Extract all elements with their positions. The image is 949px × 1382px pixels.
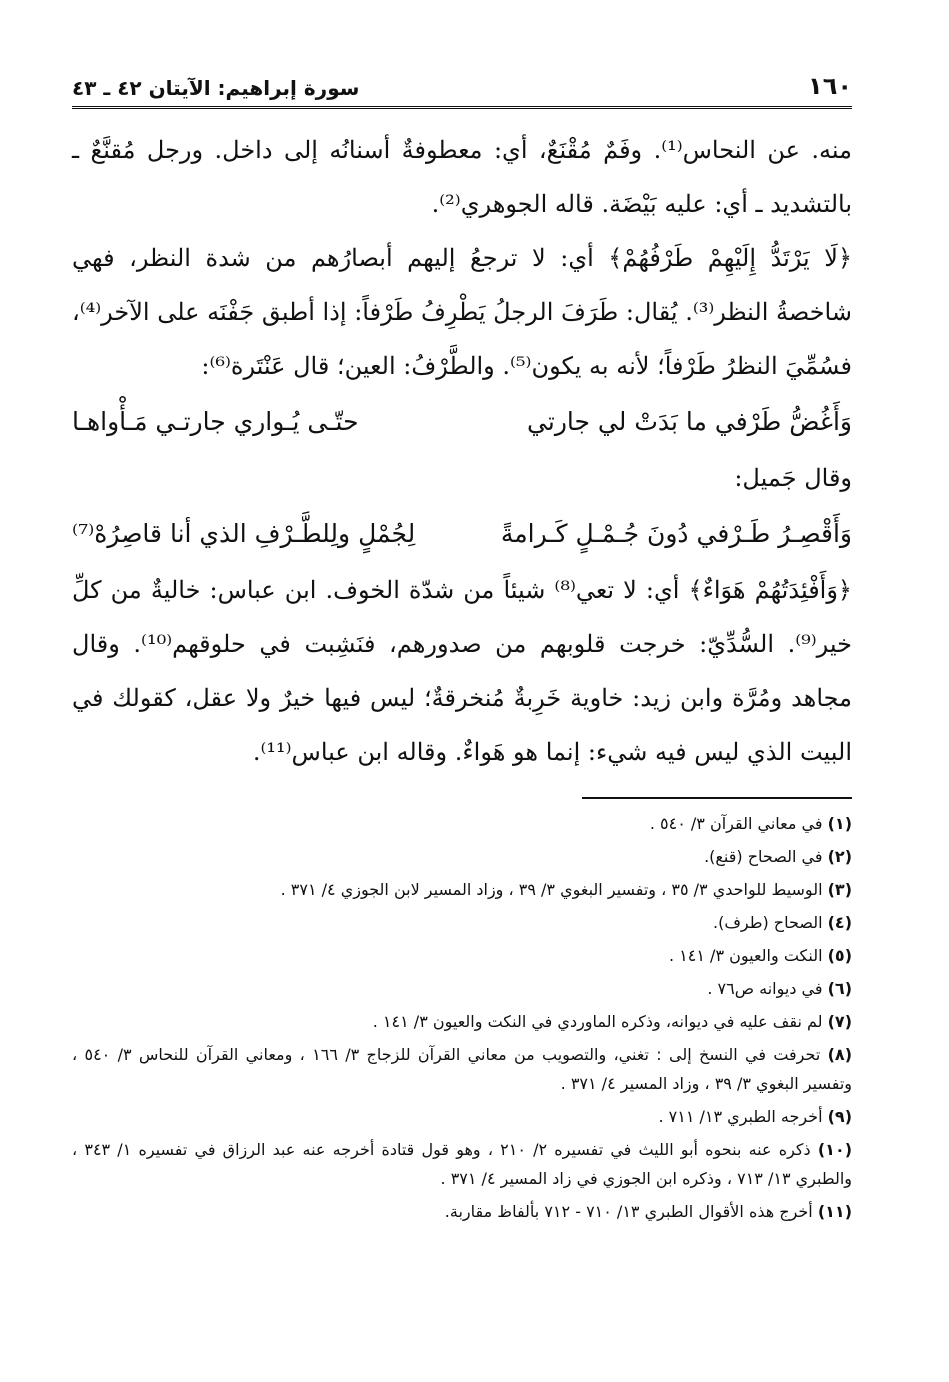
verse-first-hemistich: وَأَغُضُّ طَرْفي ما بَدَتْ لي جارتي bbox=[527, 407, 852, 436]
footnote-item: (١٠) ذكره عنه بنحوه أبو الليث في تفسيره ٢/ ٢١٠ ، وهو قول قتادة أخرجه عنه عبد الرزاق في تفسيره ١/ ٣٤٣ ، والطبري ١٣/ ٧١٣ ، وذكره ابن الجوزي في زاد المسير ٤/ ٣٧١ . bbox=[72, 1140, 853, 1188]
book-page bbox=[72, 60, 852, 1230]
footnote-item: (١١) أخرج هذه الأقوال الطبري ١٣/ ٧١٠ - ٧١٢ بألفاظ مقاربة. bbox=[444, 1202, 852, 1221]
paragraph-1: منه. عن النحاس⁽¹⁾. وفَمٌ مُقْنَعٌ، أي: معطوفةٌ أسنانُه إلى داخل. ورجل مُقنَّعٌ ـ بالتشديد ـ أي: عليه بَيْضَة. قاله الجوهري⁽²⁾. bbox=[72, 136, 852, 218]
paragraph-3: ﴿وَأَفْئِدَتُهُمْ هَوَاءٌ﴾ أي: لا تعي⁽⁸⁾ شيئاً من شدّة الخوف. ابن عباس: خاليةٌ من كلِّ خير⁽⁹⁾. السُّدِّيّ: خرجت قلوبهم من صدورهم، فنَشِبت في حلوقهم⁽¹⁰⁾. وقال مجاهد ومُرَّة وابن زيد: خاوية خَرِبةٌ مُنخرقةٌ؛ ليس فيها خيرٌ ولا عقل، كقولك في البيت الذي ليس فيه شيء: إنما هو هَواءٌ. وقاله ابن عباس⁽¹¹⁾. bbox=[72, 576, 852, 766]
poetry-verse-jamil bbox=[72, 505, 852, 563]
footnote-item: (٧) لم نقف عليه في ديوانه، وذكره الماوردي في النكت والعيون ٣/ ١٤١ . bbox=[372, 1012, 852, 1031]
footnote-item: (٩) أخرجه الطبري ١٣/ ٧١١ . bbox=[658, 1107, 852, 1126]
footnotes bbox=[72, 809, 852, 1226]
verse-second-hemistich: حتّـى يُـواري جارتـي مَـأْواهـا bbox=[72, 407, 359, 436]
poetry-verse-antara bbox=[72, 393, 852, 451]
footnote-item: (١) في معاني القرآن ٣/ ٥٤٠ . bbox=[649, 814, 852, 833]
running-title: سورة إبراهيم: الآيتان ٤٢ ـ ٤٣ bbox=[72, 76, 360, 100]
paragraph-2: ﴿لَا يَرْتَدُّ إِلَيْهِمْ طَرْفُهُمْ﴾ أي: لا ترجعُ إليهم أبصارُهم من شدة النظر، فهي شاخصةُ النظر⁽³⁾. يُقال: طَرَفَ الرجلُ يَطْرِفُ طَرْفاً: إذا أطبق جَفْنَه على الآخر⁽⁴⁾، فسُمِّيَ النظرُ طَرْفاً؛ لأنه به يكون⁽⁵⁾. والطَّرْفُ: العين؛ قال عَنْتَرة⁽⁶⁾: bbox=[72, 244, 852, 380]
footnote-item: (٤) الصحاح (طرف). bbox=[712, 913, 852, 932]
footnote-item: (٨) تحرفت في النسخ إلى : تغني، والتصويب من معاني القرآن للزجاج ٣/ ١٦٦ ، ومعاني القرآن للنحاس ٣/ ٥٤٠ ، وتفسير البغوي ٣/ ٣٩ ، وزاد المسير ٤/ ٣٧١ . bbox=[72, 1045, 852, 1093]
page-header bbox=[72, 60, 852, 109]
page-number: ١٦٠ bbox=[808, 72, 852, 100]
footnote-item: (٥) النكت والعيون ٣/ ١٤١ . bbox=[669, 946, 852, 965]
verse-second-hemistich: لِجُمْلٍ ولِلطَّـرْفِ الذي أنا قاصِرُهْ⁽⁷⁾ bbox=[72, 519, 416, 548]
footnote-separator bbox=[582, 797, 852, 799]
main-text bbox=[72, 123, 852, 779]
footnote-item: (٢) في الصحاح (قنع). bbox=[704, 847, 852, 866]
footnote-item: (٦) في ديوانه ص٧٦ . bbox=[707, 979, 852, 998]
footnote-item: (٣) الوسيط للواحدي ٣/ ٣٥ ، وتفسير البغوي ٣/ ٣٩ ، وزاد المسير لابن الجوزي ٤/ ٣٧١ . bbox=[280, 880, 852, 899]
jamil-intro: وقال جَميل: bbox=[734, 464, 852, 492]
verse-first-hemistich: وَأَقْصِـرُ طَـرْفي دُونَ جُـمْـلٍ كَـرامةً bbox=[500, 519, 852, 548]
